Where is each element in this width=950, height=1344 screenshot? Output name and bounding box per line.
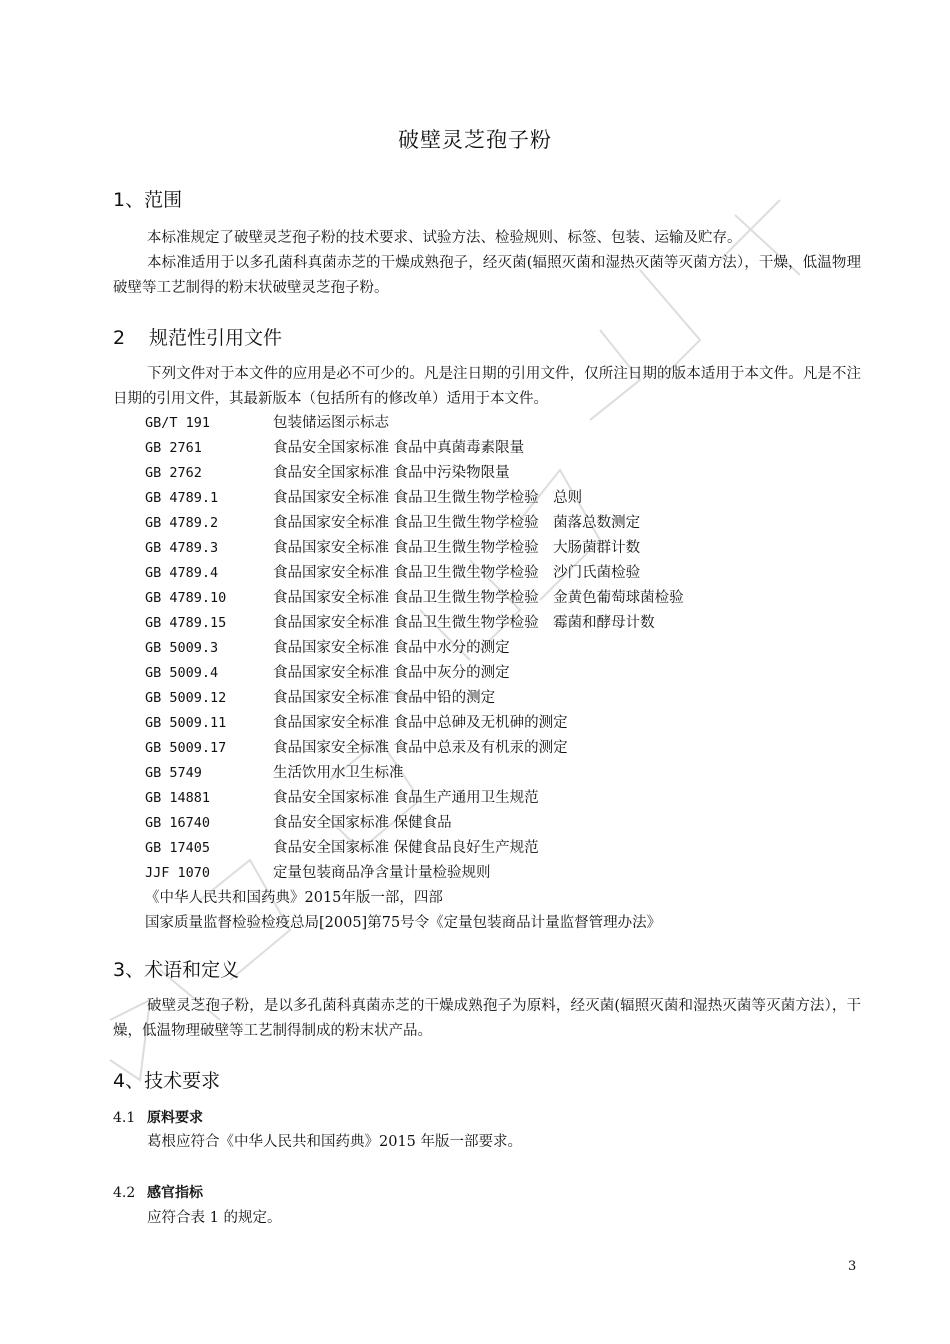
reference-name: 包装储运图示标志: [273, 415, 389, 431]
scope-paragraph-1: 本标准规定了破壁灵芝孢子粉的技术要求、试验方法、检验规则、标签、包装、运输及贮存。: [147, 230, 742, 246]
subsection-4-1-title: 原料要求: [147, 1110, 203, 1126]
reference-code: GB 17405: [145, 840, 211, 856]
reference-item: [145, 786, 684, 811]
reference-item: [145, 736, 684, 761]
subsection-4-1-text: 葛根应符合《中华人民共和国药典》2015 年版一部要求。: [147, 1134, 523, 1150]
reference-item: [145, 811, 684, 836]
reference-name: 食品国家安全标准 食品中总砷及无机砷的测定: [273, 715, 568, 731]
reference-name: 食品安全国家标准 食品生产通用卫生规范: [273, 790, 539, 806]
reference-code: GB 16740: [145, 815, 211, 831]
reference-code: GB 5749: [145, 765, 202, 781]
document-title: 破壁灵芝孢子粉: [398, 128, 552, 152]
section-scope-heading: 1、范围: [113, 189, 183, 211]
reference-item: [145, 436, 684, 461]
section-refs-title: 规范性引用文件: [149, 327, 283, 349]
reference-name: 食品安全国家标准 保健食品: [273, 815, 452, 831]
section-terms-heading: 3、术语和定义: [113, 959, 240, 981]
subsection-4-1-number: 4.1: [113, 1110, 136, 1126]
reference-code: GB 2761: [145, 440, 202, 456]
reference-code: GB 4789.1: [145, 490, 219, 506]
reference-code: GB 5009.17: [145, 740, 227, 756]
reference-name: 食品国家安全标准 食品卫生微生物学检验 沙门氏菌检验: [273, 565, 641, 581]
reference-code: JJF 1070: [145, 865, 211, 881]
reference-name: 食品安全国家标准 食品中污染物限量: [273, 465, 510, 481]
section-refs-number: 2: [113, 327, 126, 349]
reference-name: 食品国家安全标准 食品中灰分的测定: [273, 665, 510, 681]
reference-name: 食品国家安全标准 食品卫生微生物学检验 总则: [273, 490, 583, 506]
terms-paragraph: 破壁灵芝孢子粉，是以多孔菌科真菌赤芝的干燥成熟孢子为原料，经灭菌(辐照灭菌和湿热灭菌等灭菌方法），干燥，低温物理破壁等工艺制得制成的粉末状产品。: [113, 998, 861, 1039]
reference-code: GB/T 191: [145, 415, 211, 431]
subsection-4-2-number: 4.2: [113, 1185, 136, 1201]
reference-item: [145, 411, 684, 436]
reference-code: GB 4789.10: [145, 590, 227, 606]
section-tech-heading: 4、技术要求: [113, 1070, 221, 1092]
reference-item: [145, 661, 684, 686]
reference-name: 食品国家安全标准 食品中总汞及有机汞的测定: [273, 740, 568, 756]
reference-code: GB 4789.15: [145, 615, 227, 631]
page-number: 3: [848, 1259, 857, 1274]
reference-code: 《中华人民共和国药典》2015年版一部，四部: [145, 890, 443, 906]
subsection-4-2-text: 应符合表 1 的规定。: [147, 1210, 282, 1226]
reference-item: [145, 486, 684, 511]
reference-item: [145, 561, 684, 586]
reference-item: [145, 886, 684, 911]
reference-name: 食品国家安全标准 食品卫生微生物学检验 菌落总数测定: [273, 515, 641, 531]
reference-code: GB 2762: [145, 465, 202, 481]
reference-name: 食品国家安全标准 食品卫生微生物学检验 金黄色葡萄球菌检验: [273, 590, 684, 606]
reference-name: 食品安全国家标准 保健食品良好生产规范: [273, 840, 539, 856]
reference-item: [145, 836, 684, 861]
reference-name: 食品国家安全标准 食品中铅的测定: [273, 690, 496, 706]
reference-code: GB 5009.3: [145, 640, 219, 656]
reference-item: [145, 461, 684, 486]
reference-item: [145, 611, 684, 636]
reference-name: 食品国家安全标准 食品中水分的测定: [273, 640, 510, 656]
section-refs-heading: [113, 326, 282, 350]
reference-item: [145, 711, 684, 736]
reference-list: [145, 411, 684, 936]
subsection-4-2-heading: [113, 1183, 203, 1203]
refs-intro: 下列文件对于本文件的应用是必不可少的。凡是注日期的引用文件，仅所注日期的版本适用于本文件。凡是不注日期的引用文件，其最新版本（包括所有的修改单）适用于本文件。: [113, 366, 861, 407]
reference-code: GB 4789.2: [145, 515, 219, 531]
reference-name: 生活饮用水卫生标准: [273, 765, 404, 781]
reference-code: GB 5009.12: [145, 690, 227, 706]
reference-name: 食品安全国家标准 食品中真菌毒素限量: [273, 440, 525, 456]
reference-code: GB 14881: [145, 790, 211, 806]
reference-item: [145, 586, 684, 611]
reference-item: [145, 861, 684, 886]
reference-code: GB 5009.11: [145, 715, 227, 731]
reference-code: GB 5009.4: [145, 665, 219, 681]
reference-code: GB 4789.4: [145, 565, 219, 581]
reference-item: [145, 911, 684, 936]
reference-item: [145, 636, 684, 661]
subsection-4-2-title: 感官指标: [147, 1185, 203, 1201]
reference-code: GB 4789.3: [145, 540, 219, 556]
reference-name: 食品国家安全标准 食品卫生微生物学检验 霉菌和酵母计数: [273, 615, 655, 631]
reference-name: 食品国家安全标准 食品卫生微生物学检验 大肠菌群计数: [273, 540, 641, 556]
scope-paragraph-2: 本标准适用于以多孔菌科真菌赤芝的干燥成熟孢子，经灭菌(辐照灭菌和湿热灭菌等灭菌方法），干燥，低温物理破壁等工艺制得的粉末状破壁灵芝孢子粉。: [113, 255, 861, 296]
subsection-4-1-heading: [113, 1108, 203, 1128]
reference-item: [145, 511, 684, 536]
reference-item: [145, 686, 684, 711]
reference-item: [145, 761, 684, 786]
reference-item: [145, 536, 684, 561]
reference-code: 国家质量监督检验检疫总局[2005]第75号令《定量包装商品计量监督管理办法》: [145, 915, 662, 931]
reference-name: 定量包装商品净含量计量检验规则: [273, 865, 491, 881]
